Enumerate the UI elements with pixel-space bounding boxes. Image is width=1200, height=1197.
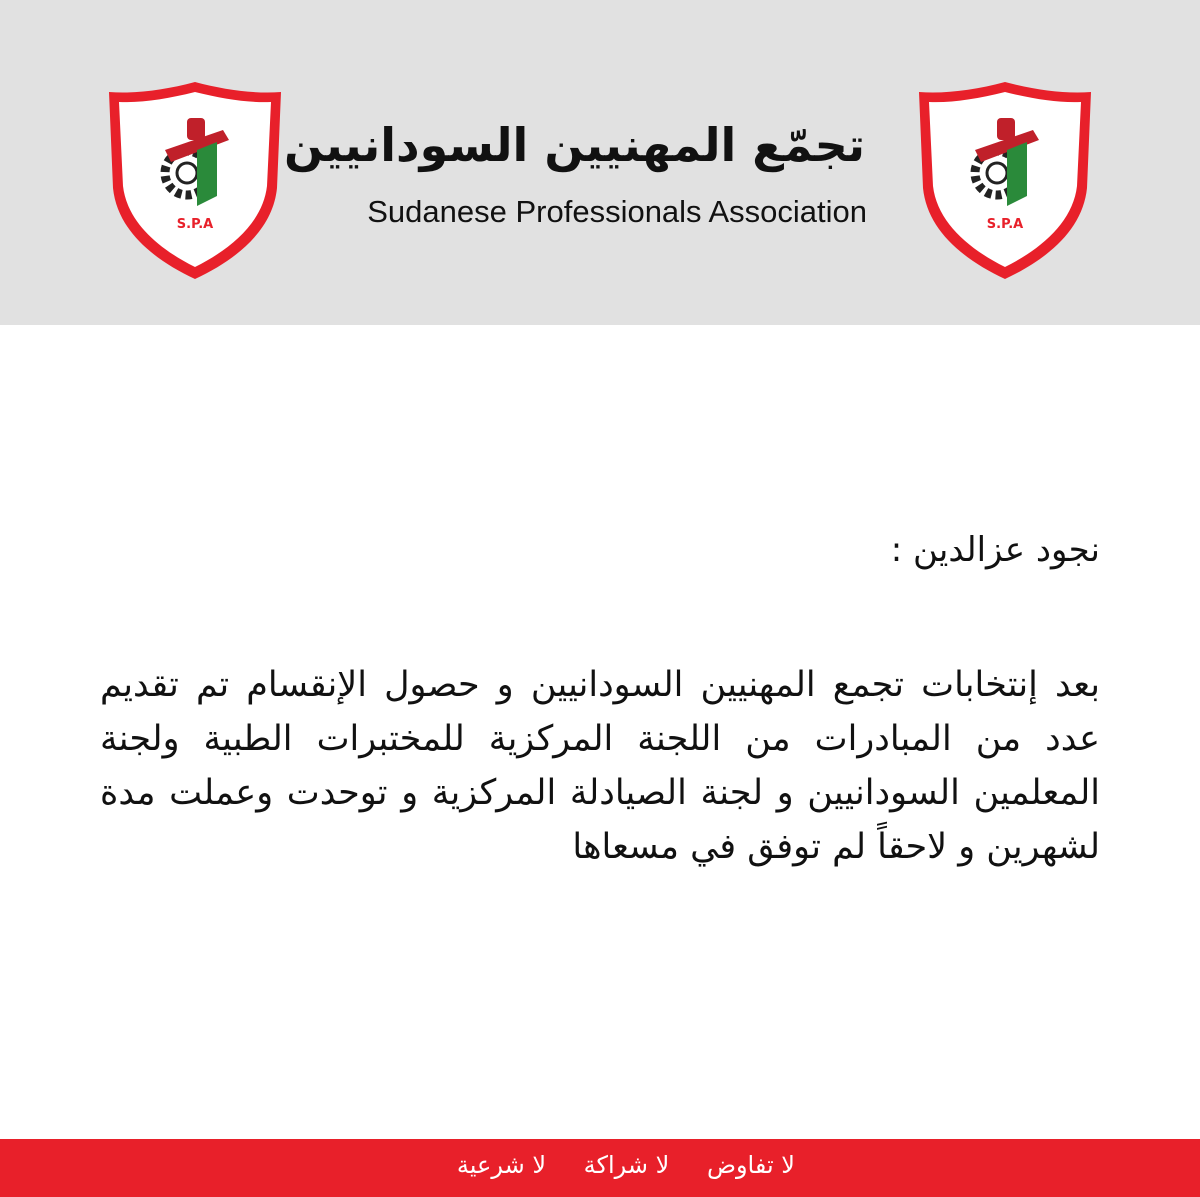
footer-bar — [0, 1139, 1200, 1197]
svg-text:S.P.A: S.P.A — [986, 217, 1024, 232]
spa-logo-left — [105, 78, 285, 283]
slogan-item: لا شرعية — [456, 1151, 547, 1179]
spa-logo-right — [915, 78, 1095, 283]
statement-paragraph: بعد إنتخابات تجمع المهنيين السودانيين و حصول الإنقسام تم تقديم عدد من المبادرات من اللجنة المركزية للمختبرات الطبية ولجنة المعلمين السودانيين و لجنة الصيادلة المركزية و توحدت وعملت مدة لشهرين و لاحقاً لم توفق في مسعاها — [100, 665, 1100, 867]
slogan-item: لا تفاوض — [706, 1151, 795, 1179]
speaker-name: نجود عزالدين : — [890, 530, 1100, 570]
slogan-item: لا شراكة — [583, 1151, 670, 1179]
svg-text:S.P.A: S.P.A — [176, 217, 214, 232]
page-title-arabic: تجمّع المهنيين السودانيين — [284, 118, 865, 172]
page-title-english: Sudanese Professionals Association — [367, 194, 867, 229]
spa-shield-logo-icon — [915, 78, 1095, 283]
header-banner — [0, 0, 1200, 325]
slogan-list — [457, 1151, 795, 1179]
spa-shield-logo-icon — [105, 78, 285, 283]
